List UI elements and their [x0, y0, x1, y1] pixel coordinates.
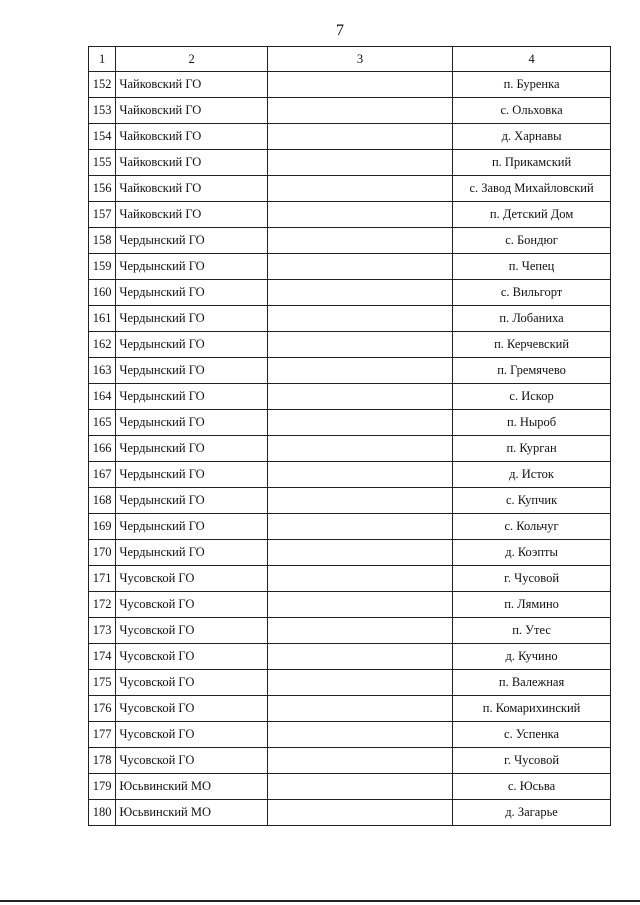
table-row	[89, 228, 611, 254]
table-row	[89, 514, 611, 540]
municipality-cell: Чердынский ГО	[116, 332, 268, 358]
municipality-cell: Чердынский ГО	[116, 410, 268, 436]
municipality-cell: Чусовской ГО	[116, 618, 268, 644]
settlement-cell: д. Исток	[453, 462, 611, 488]
column-3-cell	[267, 514, 452, 540]
column-3-cell	[267, 280, 452, 306]
table-row	[89, 618, 611, 644]
settlement-cell: с. Завод Михайловский	[453, 176, 611, 202]
table-row	[89, 722, 611, 748]
row-number: 154	[89, 124, 116, 150]
column-3-cell	[267, 306, 452, 332]
table-row	[89, 358, 611, 384]
header-col-2: 2	[116, 47, 268, 72]
municipality-cell: Чайковский ГО	[116, 150, 268, 176]
column-3-cell	[267, 254, 452, 280]
settlement-cell: п. Гремячево	[453, 358, 611, 384]
settlement-cell: д. Коэпты	[453, 540, 611, 566]
row-number: 172	[89, 592, 116, 618]
table-row	[89, 202, 611, 228]
column-3-cell	[267, 358, 452, 384]
municipality-cell: Чердынский ГО	[116, 228, 268, 254]
settlement-cell: п. Чепец	[453, 254, 611, 280]
settlement-cell: д. Загарье	[453, 800, 611, 826]
municipality-cell: Чайковский ГО	[116, 124, 268, 150]
municipality-cell: Чердынский ГО	[116, 488, 268, 514]
settlement-cell: с. Бондюг	[453, 228, 611, 254]
table-row	[89, 98, 611, 124]
row-number: 174	[89, 644, 116, 670]
table-row	[89, 670, 611, 696]
table-row	[89, 124, 611, 150]
settlement-cell: с. Вильгорт	[453, 280, 611, 306]
table-row	[89, 436, 611, 462]
header-col-4: 4	[453, 47, 611, 72]
table-row	[89, 254, 611, 280]
table-row	[89, 150, 611, 176]
row-number: 173	[89, 618, 116, 644]
municipality-cell: Чайковский ГО	[116, 176, 268, 202]
column-3-cell	[267, 228, 452, 254]
settlement-cell: с. Кольчуг	[453, 514, 611, 540]
municipality-cell: Чердынский ГО	[116, 514, 268, 540]
municipality-cell: Чердынский ГО	[116, 358, 268, 384]
table-row	[89, 696, 611, 722]
column-3-cell	[267, 670, 452, 696]
settlement-cell: п. Лямино	[453, 592, 611, 618]
row-number: 166	[89, 436, 116, 462]
row-number: 176	[89, 696, 116, 722]
page-number: 7	[336, 22, 344, 39]
municipality-cell: Чердынский ГО	[116, 462, 268, 488]
row-number: 178	[89, 748, 116, 774]
column-3-cell	[267, 566, 452, 592]
table-row	[89, 176, 611, 202]
table-row	[89, 774, 611, 800]
municipality-cell: Чусовской ГО	[116, 592, 268, 618]
header-col-1: 1	[89, 47, 116, 72]
column-3-cell	[267, 176, 452, 202]
table-row	[89, 384, 611, 410]
table-row	[89, 332, 611, 358]
row-number: 158	[89, 228, 116, 254]
municipality-cell: Чусовской ГО	[116, 722, 268, 748]
row-number: 159	[89, 254, 116, 280]
settlement-cell: п. Буренка	[453, 72, 611, 98]
row-number: 177	[89, 722, 116, 748]
settlement-cell: п. Комарихинский	[453, 696, 611, 722]
municipality-cell: Чайковский ГО	[116, 72, 268, 98]
settlement-cell: с. Искор	[453, 384, 611, 410]
row-number: 164	[89, 384, 116, 410]
settlement-cell: п. Валежная	[453, 670, 611, 696]
settlement-cell: г. Чусовой	[453, 566, 611, 592]
table-row	[89, 540, 611, 566]
municipality-cell: Юсьвинский МО	[116, 800, 268, 826]
row-number: 180	[89, 800, 116, 826]
column-3-cell	[267, 592, 452, 618]
table-row	[89, 644, 611, 670]
column-3-cell	[267, 98, 452, 124]
settlement-cell: п. Курган	[453, 436, 611, 462]
row-number: 179	[89, 774, 116, 800]
table-row	[89, 566, 611, 592]
row-number: 156	[89, 176, 116, 202]
column-3-cell	[267, 540, 452, 566]
settlement-cell: п. Лобаниха	[453, 306, 611, 332]
settlement-cell: д. Кучино	[453, 644, 611, 670]
table-body	[89, 72, 611, 826]
row-number: 170	[89, 540, 116, 566]
table-header-row	[89, 47, 611, 72]
row-number: 169	[89, 514, 116, 540]
settlement-cell: п. Прикамский	[453, 150, 611, 176]
row-number: 165	[89, 410, 116, 436]
column-3-cell	[267, 124, 452, 150]
row-number: 152	[89, 72, 116, 98]
column-3-cell	[267, 748, 452, 774]
table-row	[89, 592, 611, 618]
header-col-3: 3	[267, 47, 452, 72]
settlement-cell: п. Керчевский	[453, 332, 611, 358]
municipality-cell: Чусовской ГО	[116, 748, 268, 774]
municipality-cell: Чайковский ГО	[116, 98, 268, 124]
row-number: 160	[89, 280, 116, 306]
municipality-cell: Чусовской ГО	[116, 696, 268, 722]
column-3-cell	[267, 462, 452, 488]
settlement-cell: п. Ныроб	[453, 410, 611, 436]
row-number: 153	[89, 98, 116, 124]
settlement-cell: с. Ольховка	[453, 98, 611, 124]
municipality-cell: Чусовской ГО	[116, 566, 268, 592]
column-3-cell	[267, 384, 452, 410]
row-number: 155	[89, 150, 116, 176]
row-number: 163	[89, 358, 116, 384]
municipality-cell: Чердынский ГО	[116, 384, 268, 410]
row-number: 161	[89, 306, 116, 332]
column-3-cell	[267, 800, 452, 826]
settlement-cell: с. Купчик	[453, 488, 611, 514]
municipality-cell: Чердынский ГО	[116, 306, 268, 332]
municipality-cell: Чердынский ГО	[116, 254, 268, 280]
column-3-cell	[267, 722, 452, 748]
table-row	[89, 488, 611, 514]
settlement-cell: п. Детский Дом	[453, 202, 611, 228]
municipality-cell: Чердынский ГО	[116, 436, 268, 462]
table-row	[89, 280, 611, 306]
settlement-cell: п. Утес	[453, 618, 611, 644]
municipality-cell: Чусовской ГО	[116, 670, 268, 696]
column-3-cell	[267, 774, 452, 800]
row-number: 167	[89, 462, 116, 488]
municipality-cell: Юсьвинский МО	[116, 774, 268, 800]
settlement-cell: г. Чусовой	[453, 748, 611, 774]
page-bottom-rule	[0, 900, 640, 902]
settlement-cell: д. Харнавы	[453, 124, 611, 150]
row-number: 168	[89, 488, 116, 514]
column-3-cell	[267, 696, 452, 722]
column-3-cell	[267, 644, 452, 670]
table-row	[89, 748, 611, 774]
table-row	[89, 410, 611, 436]
column-3-cell	[267, 150, 452, 176]
column-3-cell	[267, 410, 452, 436]
row-number: 157	[89, 202, 116, 228]
row-number: 171	[89, 566, 116, 592]
column-3-cell	[267, 202, 452, 228]
municipality-cell: Чердынский ГО	[116, 540, 268, 566]
table-row	[89, 800, 611, 826]
settlement-cell: с. Юсьва	[453, 774, 611, 800]
column-3-cell	[267, 488, 452, 514]
column-3-cell	[267, 618, 452, 644]
column-3-cell	[267, 72, 452, 98]
settlements-table	[88, 46, 611, 826]
row-number: 175	[89, 670, 116, 696]
settlement-cell: с. Успенка	[453, 722, 611, 748]
column-3-cell	[267, 436, 452, 462]
municipality-cell: Чайковский ГО	[116, 202, 268, 228]
column-3-cell	[267, 332, 452, 358]
table-row	[89, 462, 611, 488]
table-row	[89, 306, 611, 332]
municipality-cell: Чусовской ГО	[116, 644, 268, 670]
row-number: 162	[89, 332, 116, 358]
municipality-cell: Чердынский ГО	[116, 280, 268, 306]
table-row	[89, 72, 611, 98]
